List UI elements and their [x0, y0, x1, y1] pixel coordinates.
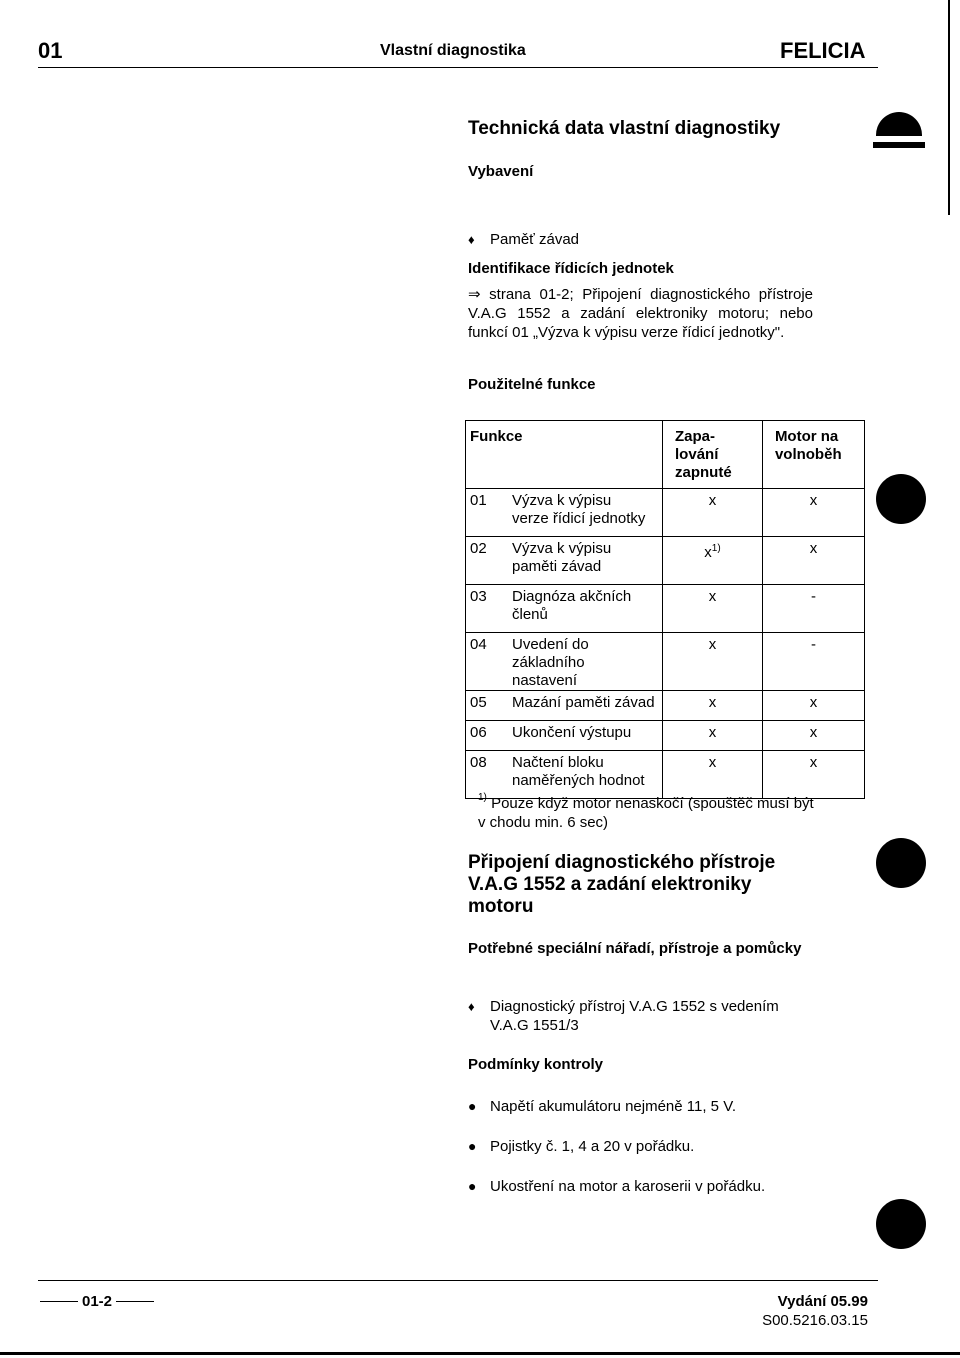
binder-hole-dot	[876, 838, 926, 888]
mark-engine-idle: x	[809, 694, 818, 711]
function-number: 04	[470, 636, 487, 653]
mark-ignition-on: x	[708, 636, 717, 653]
function-name: Výzva k výpisu verze řídicí jednotky	[512, 492, 646, 527]
section-marker-bar	[873, 142, 925, 148]
page-title: Technická data vlastní diagnostiky	[468, 118, 781, 139]
cell-ignition-on	[663, 585, 763, 633]
condition-item	[468, 1177, 765, 1196]
page-edge-line	[948, 0, 950, 215]
identification-text: ⇒ strana 01-2; Připojení diagnostického přístroje V.A.G 1552 a zadání elektroniky motoru; nebo funkcí 01 „Výzva k výpisu verze řídicí jednotky".	[468, 286, 813, 341]
footnote-text: Pouze když motor nenaskočí (spouštěč musí být v chodu min. 6 sec)	[478, 795, 814, 831]
section-heading-potrebne: Potřebné speciální nářadí, přístroje a pomůcky	[468, 940, 802, 957]
cell-function	[466, 633, 663, 691]
chapter-number: 01	[38, 38, 63, 63]
mark-engine-idle: x	[809, 492, 818, 509]
table-row	[466, 721, 865, 751]
cell-function	[466, 721, 663, 751]
col-header-motor: Motor na volnoběh	[762, 421, 864, 489]
functions-table	[465, 420, 865, 799]
page-number-text: 01-2	[82, 1293, 113, 1310]
table-row	[466, 489, 865, 537]
section-heading-pripojeni: Připojení diagnostického přístroje V.A.G 1552 a zadání elektroniky motoru	[468, 852, 776, 917]
mark-ignition-on: x	[708, 588, 717, 605]
table-header-row	[466, 421, 865, 489]
mark-engine-idle: x	[809, 754, 818, 771]
function-name: Výzva k výpisu paměti závad	[512, 540, 612, 575]
page-number-dash	[116, 1301, 154, 1302]
header-rule	[38, 67, 878, 68]
cell-ignition-on	[663, 721, 763, 751]
mark-engine-idle: -	[810, 588, 816, 605]
cell-function	[466, 489, 663, 537]
table-row	[466, 633, 865, 691]
footnote-ref: 1)	[711, 543, 721, 554]
cell-engine-idle	[762, 537, 864, 585]
table-row	[466, 691, 865, 721]
page-number-dash	[40, 1301, 78, 1302]
cell-engine-idle	[762, 721, 864, 751]
function-name: Diagnóza akčních členů	[512, 588, 632, 623]
section-heading-vybaveni: Vybavení	[468, 163, 534, 180]
mark-ignition-on: x	[708, 694, 717, 711]
col-header-zapalovani: Zapa- lování zapnuté	[663, 421, 763, 489]
page-bottom-edge	[0, 1352, 960, 1355]
function-number: 01	[470, 492, 487, 509]
function-name: Uvedení do základního nastavení	[512, 636, 589, 689]
section-heading-podminky: Podmínky kontroly	[468, 1056, 604, 1073]
function-number: 03	[470, 588, 487, 605]
cell-function	[466, 537, 663, 585]
cell-ignition-on	[663, 537, 763, 585]
binder-hole-dot	[876, 474, 926, 524]
edition-label: Vydání 05.99	[777, 1293, 868, 1310]
mark-engine-idle: x	[809, 724, 818, 741]
table-footnote	[478, 790, 818, 832]
function-name: Načtení bloku naměřených hodnot	[512, 754, 645, 789]
condition-text: Ukostření na motor a karoserii v pořádku.	[490, 1178, 766, 1195]
function-name: Mazání paměti závad	[512, 694, 655, 711]
cell-engine-idle	[762, 691, 864, 721]
col-header-funkce: Funkce	[466, 421, 663, 489]
page-number	[40, 1293, 154, 1310]
document-code: S00.5216.03.15	[762, 1312, 868, 1329]
function-number: 06	[470, 724, 487, 741]
model-name: FELICIA	[780, 38, 866, 63]
mark-ignition-on: x	[708, 492, 717, 509]
condition-item	[468, 1097, 736, 1116]
tool-item	[468, 997, 813, 1035]
cell-engine-idle	[762, 489, 864, 537]
binder-hole-dot	[876, 1199, 926, 1249]
tool-item-text: Diagnostický přístroj V.A.G 1552 s vedením V.A.G 1551/3	[490, 998, 779, 1034]
condition-item	[468, 1137, 694, 1156]
function-name: Ukončení výstupu	[512, 724, 632, 741]
section-heading-identifikace: Identifikace řídicích jednotek	[468, 260, 674, 277]
cell-engine-idle	[762, 585, 864, 633]
condition-text: Pojistky č. 1, 4 a 20 v pořádku.	[490, 1138, 695, 1155]
table-body	[466, 489, 865, 799]
footer-rule	[38, 1280, 878, 1281]
condition-text: Napětí akumulátoru nejméně 11, 5 V.	[490, 1098, 736, 1115]
cell-engine-idle	[762, 633, 864, 691]
section-heading-funkce: Použitelné funkce	[468, 376, 596, 393]
diamond-bullet-icon	[468, 997, 490, 1035]
chapter-title: Vlastní diagnostika	[380, 42, 526, 59]
mark-engine-idle: x	[809, 540, 818, 557]
section-marker-icon	[876, 112, 922, 136]
function-number: 05	[470, 694, 487, 711]
mark-ignition-on: x	[708, 724, 717, 741]
equipment-item-text: Paměť závad	[490, 231, 580, 248]
mark-ignition-on: x	[704, 544, 712, 561]
cell-function	[466, 585, 663, 633]
table-row	[466, 537, 865, 585]
mark-ignition-on: x	[708, 754, 717, 771]
mark-engine-idle: -	[810, 636, 816, 653]
function-number: 02	[470, 540, 487, 557]
equipment-item	[468, 230, 579, 249]
footnote-marker: 1)	[478, 792, 487, 803]
cell-function	[466, 691, 663, 721]
table-row	[466, 585, 865, 633]
cell-ignition-on	[663, 489, 763, 537]
cell-ignition-on	[663, 633, 763, 691]
cell-ignition-on	[663, 691, 763, 721]
function-number: 08	[470, 754, 487, 771]
